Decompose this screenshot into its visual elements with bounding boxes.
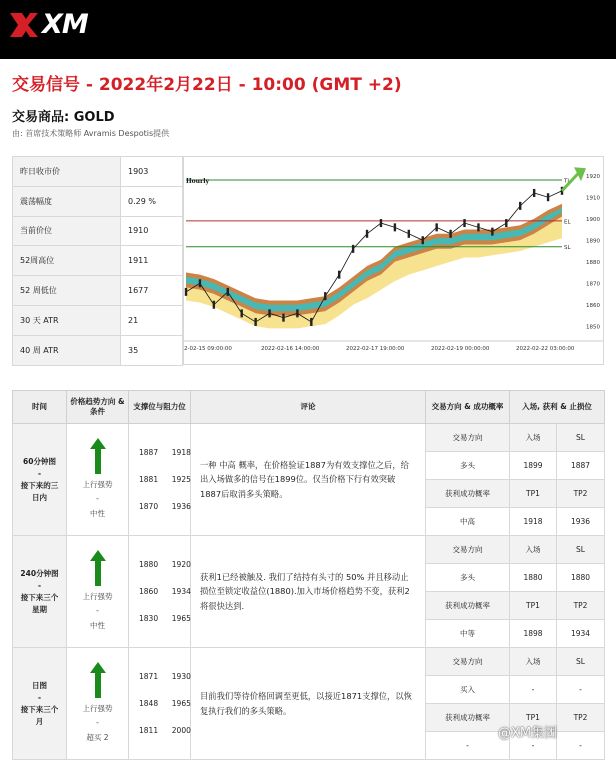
signal-cell: 1887 (557, 452, 605, 480)
signal-cell: 交易方向 (426, 424, 510, 452)
price-candle (254, 318, 256, 326)
stat-label: 30 天 ATR (13, 305, 121, 335)
period-cell (13, 424, 67, 536)
trend-cell (67, 536, 129, 648)
signal-cell: 入场 (510, 424, 557, 452)
stats-row (13, 335, 183, 365)
x-tick-label: 2-02-15 09:00:00 (184, 346, 232, 352)
instrument-title: 交易商品: GOLD (12, 110, 115, 125)
level-pair (139, 466, 190, 493)
col-header-comment: 评论 (191, 391, 426, 424)
hourly-chart (183, 156, 604, 365)
period-text: 60分钟图 - 接下来的三 日内 (20, 456, 59, 502)
level-label: EL (564, 219, 571, 226)
table-header-row (13, 391, 605, 424)
stats-table (12, 156, 183, 366)
stat-value: 0.29 % (121, 186, 183, 216)
xm-logo-icon (8, 11, 40, 39)
watermark: @XM集团 (498, 726, 558, 741)
comment-cell: 获利1已经被触及. 我们了结持有头寸的 50% 并且移动止损位至锁定收益位(1880).加入市场价格趋势不变，获利2将很快达到. (191, 536, 426, 648)
trend-text: 上行强势 - 超买 2 (82, 704, 113, 742)
price-candle (366, 230, 368, 238)
price-candle (352, 245, 354, 253)
signal-cell: - (557, 732, 605, 760)
y-tick-label: 1920 (586, 173, 600, 180)
period-text: 日图 - 接下来三个 月 (20, 680, 59, 726)
y-tick-label: 1900 (586, 216, 600, 223)
stat-label: 当前价位 (13, 216, 121, 246)
chart-svg (184, 157, 603, 364)
stat-value: 1910 (121, 216, 183, 246)
price-candle (282, 314, 284, 322)
price-candle (324, 292, 326, 300)
signal-table (12, 390, 605, 760)
signal-cell: 1918 (510, 508, 557, 536)
signal-cell: - (426, 732, 510, 760)
stat-value: 1911 (121, 246, 183, 276)
stat-value: 35 (121, 335, 183, 365)
price-candle (213, 301, 215, 309)
signal-cell: 入场 (510, 648, 557, 676)
signal-cell: 中高 (426, 508, 510, 536)
level-pair (139, 605, 190, 632)
price-candle (408, 230, 410, 238)
price-candle (296, 309, 298, 317)
resistance-level: 1934 (171, 587, 191, 596)
comment-cell: 一种 中高 概率，在价格验证1887为有效支撑位之后，给出入场做多的信号在1899位。仅当价格下行有效突破1887后取消多头策略。 (191, 424, 426, 536)
price-candle (505, 219, 507, 227)
price-candle (477, 223, 479, 231)
signal-cell: SL (557, 424, 605, 452)
level-pair (139, 663, 190, 690)
signal-cell: 获利成功概率 (426, 480, 510, 508)
level-pair (139, 717, 190, 744)
top-bar (0, 0, 616, 59)
period-cell (13, 648, 67, 760)
signal-cell: TP1 (510, 592, 557, 620)
price-candle (199, 279, 201, 287)
price-candle (519, 202, 521, 210)
price-candle (185, 288, 187, 296)
signal-cell: TP2 (557, 480, 605, 508)
level-label: TL (564, 178, 571, 185)
resistance-level: 1918 (171, 448, 191, 457)
resistance-level: 1925 (171, 475, 191, 484)
level-pair (139, 439, 190, 466)
support-level: 1887 (139, 448, 159, 457)
y-tick-label: 1880 (586, 259, 600, 266)
signal-cell: 获利成功概率 (426, 592, 510, 620)
level-pair (139, 578, 190, 605)
resistance-level: 1965 (171, 699, 191, 708)
table-row (13, 536, 605, 564)
y-tick-label: 1850 (586, 324, 600, 331)
period-cell (13, 536, 67, 648)
levels-cell (129, 648, 191, 760)
price-candle (227, 288, 229, 296)
level-label: SL (564, 245, 571, 252)
support-level: 1830 (139, 614, 159, 623)
signal-cell: 交易方向 (426, 648, 510, 676)
chart-title: Hourly (186, 178, 209, 185)
trend-cell (67, 424, 129, 536)
signal-cell: 买入 (426, 676, 510, 704)
x-tick-label: 2022-02-17 19:00:00 (346, 346, 405, 352)
price-candle (491, 228, 493, 236)
stats-row (13, 186, 183, 216)
signal-cell: 1899 (510, 452, 557, 480)
support-level: 1881 (139, 475, 159, 484)
price-candle (449, 230, 451, 238)
signal-cell: - (510, 676, 557, 704)
period-text: 240分钟图 - 接下来三个 星期 (20, 568, 59, 614)
stat-label: 52周高位 (13, 246, 121, 276)
page-title: 交易信号 - 2022年2月22日 - 10:00 (GMT +2) (12, 75, 402, 95)
level-pair (139, 551, 190, 578)
x-tick-label: 2022-02-16 14:00:00 (261, 346, 320, 352)
support-level: 1871 (139, 672, 159, 681)
signal-cell: TP1 (510, 480, 557, 508)
signal-cell: SL (557, 536, 605, 564)
stat-label: 52 周低位 (13, 276, 121, 306)
resistance-level: 2000 (171, 726, 191, 735)
support-level: 1870 (139, 502, 159, 511)
author-line: 由: 首席技术策略师 Avramis Despotis提供 (12, 129, 170, 138)
y-tick-label: 1870 (586, 281, 600, 288)
signal-cell: SL (557, 648, 605, 676)
x-tick-label: 2022-02-22 03:00:00 (516, 346, 575, 352)
stat-label: 震荡幅度 (13, 186, 121, 216)
stats-row (13, 157, 183, 187)
xm-logo[interactable] (8, 9, 88, 40)
support-level: 1811 (139, 726, 159, 735)
signal-cell: TP2 (557, 592, 605, 620)
levels-cell (129, 536, 191, 648)
y-tick-label: 1890 (586, 238, 600, 245)
signal-cell: TP2 (557, 704, 605, 732)
y-tick-label: 1910 (586, 195, 600, 202)
arrow-up-icon (90, 662, 106, 698)
arrow-up-icon (90, 438, 106, 474)
stats-row (13, 276, 183, 306)
price-candle (394, 223, 396, 231)
price-candle (241, 309, 243, 317)
col-header-entry: 入场, 获利 & 止损位 (510, 391, 605, 424)
trend-text: 上行强势 - 中性 (82, 480, 113, 518)
price-candle (422, 236, 424, 244)
levels-cell (129, 424, 191, 536)
price-candle (268, 309, 270, 317)
signal-cell: 交易方向 (426, 536, 510, 564)
y-tick-label: 1860 (586, 302, 600, 309)
table-row (13, 648, 605, 676)
stats-row (13, 216, 183, 246)
signal-cell: TP1 (510, 704, 557, 732)
trend-text: 上行强势 - 中性 (82, 592, 113, 630)
resistance-level: 1930 (171, 672, 191, 681)
table-row (13, 424, 605, 452)
level-pair (139, 690, 190, 717)
resistance-level: 1965 (171, 614, 191, 623)
price-candle (547, 193, 549, 201)
price-candle (310, 318, 312, 326)
col-header-period: 时间 (13, 391, 67, 424)
comment-cell: 目前我们等待价格回调至更低，以接近1871支撑位，以恢复执行我们的多头策略。 (191, 648, 426, 760)
stats-row (13, 305, 183, 335)
signal-cell: - (510, 732, 557, 760)
support-level: 1880 (139, 560, 159, 569)
trend-cell (67, 648, 129, 760)
support-level: 1848 (139, 699, 159, 708)
col-header-levels: 支撑位与阻力位 (129, 391, 191, 424)
x-tick-label: 2022-02-19 00:00:00 (431, 346, 490, 352)
signal-cell: 中等 (426, 620, 510, 648)
col-header-trend: 价格趋势方向 & 条件 (67, 391, 129, 424)
signal-cell: 获利成功概率 (426, 704, 510, 732)
signal-cell: 入场 (510, 536, 557, 564)
price-candle (533, 189, 535, 197)
arrow-up-icon (90, 550, 106, 586)
resistance-level: 1936 (171, 502, 191, 511)
price-candle (463, 219, 465, 227)
level-pair (139, 493, 190, 520)
support-level: 1860 (139, 587, 159, 596)
signal-cell: 1936 (557, 508, 605, 536)
stat-value: 1677 (121, 276, 183, 306)
resistance-level: 1920 (171, 560, 191, 569)
stat-label: 40 周 ATR (13, 335, 121, 365)
col-header-direction: 交易方向 & 成功概率 (426, 391, 510, 424)
signal-cell: - (557, 676, 605, 704)
price-candle (435, 223, 437, 231)
signal-cell: 多头 (426, 564, 510, 592)
stat-value: 1903 (121, 157, 183, 187)
stat-value: 21 (121, 305, 183, 335)
stat-label: 昨日收市价 (13, 157, 121, 187)
signal-cell: 1898 (510, 620, 557, 648)
stats-row (13, 246, 183, 276)
price-candle (338, 271, 340, 279)
logo-text: XM (42, 9, 88, 40)
signal-cell: 1934 (557, 620, 605, 648)
signal-cell: 多头 (426, 452, 510, 480)
price-candle (380, 219, 382, 227)
signal-cell: 1880 (557, 564, 605, 592)
signal-cell: 1880 (510, 564, 557, 592)
